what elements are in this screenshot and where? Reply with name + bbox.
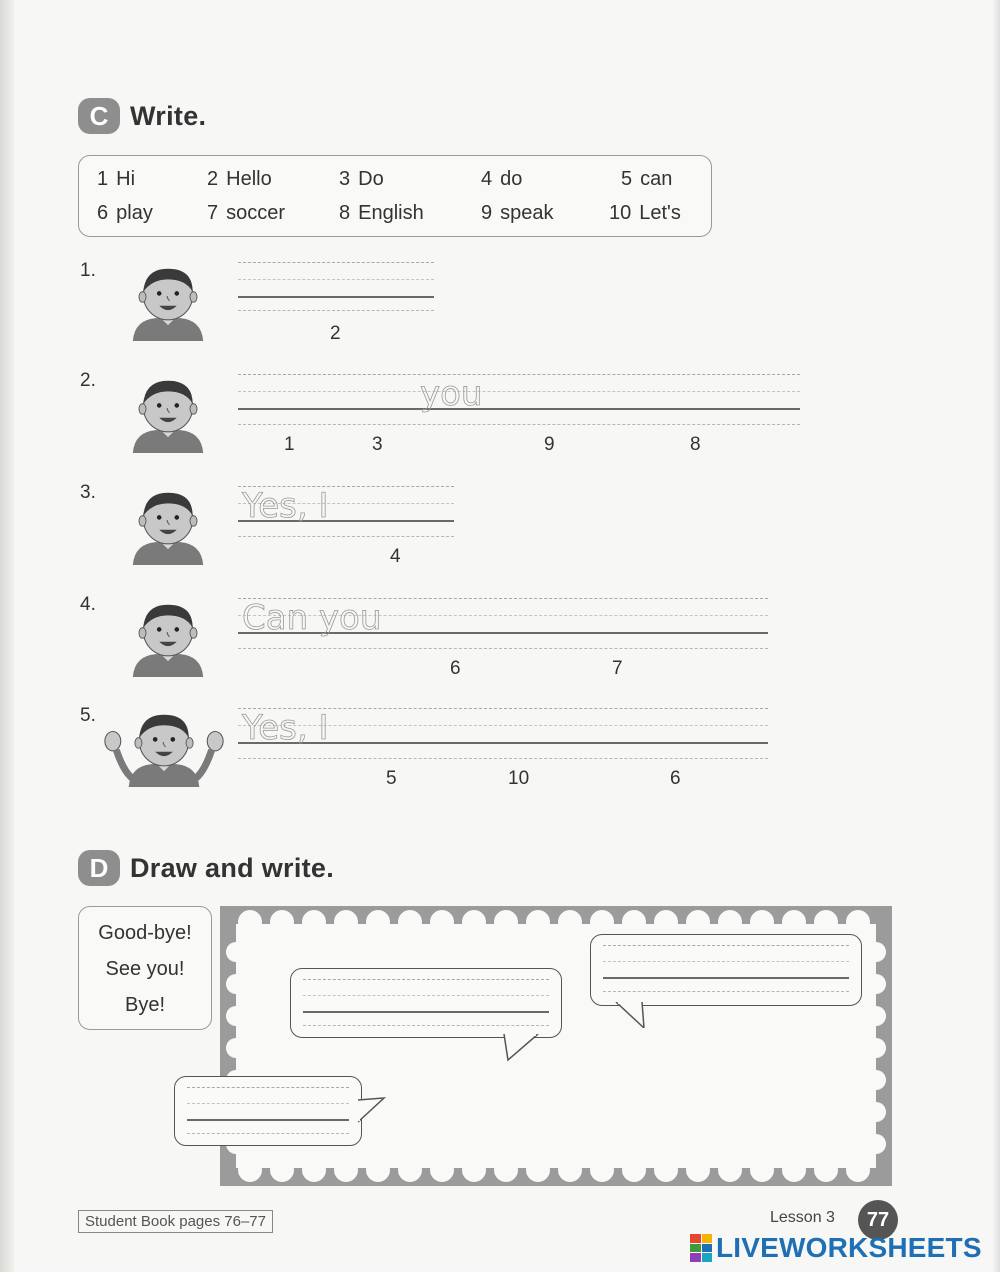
blank-number: 3 bbox=[372, 434, 383, 455]
word-bank-item: 9 speak bbox=[481, 202, 554, 224]
exercise-number: 5. bbox=[80, 705, 96, 726]
blank-number: 6 bbox=[450, 658, 461, 679]
blank-number: 9 bbox=[544, 434, 555, 455]
bubble-tail-icon bbox=[358, 1094, 388, 1128]
boy-winking-icon bbox=[124, 480, 212, 576]
liveworksheets-logo-icon bbox=[690, 1234, 712, 1262]
bubble-tail-icon bbox=[502, 1034, 542, 1062]
blank-number: 5 bbox=[386, 768, 397, 789]
trace-text: Yes, I bbox=[242, 486, 329, 526]
section-c-header bbox=[78, 98, 206, 134]
exercise-number: 1. bbox=[80, 260, 96, 281]
speech-bubble[interactable] bbox=[590, 934, 862, 1006]
phrase-box bbox=[78, 906, 212, 1030]
section-c-badge: C bbox=[78, 98, 120, 134]
word-bank-item: 1 Hi bbox=[97, 168, 136, 190]
boy-face-icon bbox=[124, 368, 212, 464]
section-d-header bbox=[78, 850, 334, 886]
exercise-number: 4. bbox=[80, 594, 96, 615]
blank-number: 1 bbox=[284, 434, 295, 455]
blank-number: 8 bbox=[690, 434, 701, 455]
phrase-item: See you! bbox=[105, 958, 185, 980]
phrase-item: Good-bye! bbox=[98, 922, 192, 944]
word-bank-item: 2 Hello bbox=[207, 168, 272, 190]
liveworksheets-brand[interactable] bbox=[690, 1232, 982, 1264]
writing-line-1[interactable] bbox=[238, 262, 434, 312]
writing-line-2[interactable] bbox=[238, 374, 800, 426]
writing-line-4[interactable] bbox=[238, 598, 768, 650]
writing-line-5[interactable] bbox=[238, 708, 768, 760]
speech-bubble[interactable] bbox=[174, 1076, 362, 1146]
boy-face-icon bbox=[124, 592, 212, 688]
boy-hands-up-icon bbox=[104, 702, 224, 798]
trace-text: Yes, I bbox=[242, 708, 329, 748]
word-bank-item: 7 soccer bbox=[207, 202, 286, 224]
bubble-tail-icon bbox=[614, 1002, 650, 1028]
exercise-number: 3. bbox=[80, 482, 96, 503]
phrase-item: Bye! bbox=[124, 994, 166, 1016]
trace-text: Can you bbox=[242, 598, 382, 638]
book-reference: Student Book pages 76–77 bbox=[78, 1210, 273, 1233]
section-c-title: Write. bbox=[130, 100, 207, 131]
word-bank bbox=[78, 155, 712, 237]
speech-bubble[interactable] bbox=[290, 968, 562, 1038]
page-number: 77 bbox=[858, 1200, 898, 1240]
word-bank-item: 3 Do bbox=[339, 168, 384, 190]
blank-number: 2 bbox=[330, 323, 341, 344]
blank-number: 10 bbox=[508, 768, 530, 789]
boy-waving-icon bbox=[124, 256, 212, 352]
page-edge-left bbox=[0, 0, 14, 1272]
exercise-number: 2. bbox=[80, 370, 96, 391]
word-bank-item: 5 can bbox=[621, 168, 673, 190]
blank-number: 7 bbox=[612, 658, 623, 679]
blank-number: 6 bbox=[670, 768, 681, 789]
page-edge-right bbox=[992, 0, 1000, 1272]
section-d-badge: D bbox=[78, 850, 120, 886]
writing-line-3[interactable] bbox=[238, 486, 454, 538]
trace-text: you bbox=[420, 374, 483, 414]
blank-number: 4 bbox=[390, 546, 401, 567]
section-d-title: Draw and write. bbox=[130, 852, 335, 883]
word-bank-item: 6 play bbox=[97, 202, 153, 224]
brand-name: LIVEWORKSHEETS bbox=[716, 1232, 982, 1263]
word-bank-item: 4 do bbox=[481, 168, 523, 190]
word-bank-item: 10 Let's bbox=[609, 202, 681, 224]
word-bank-item: 8 English bbox=[339, 202, 424, 224]
lesson-label: Lesson 3 bbox=[770, 1209, 835, 1226]
